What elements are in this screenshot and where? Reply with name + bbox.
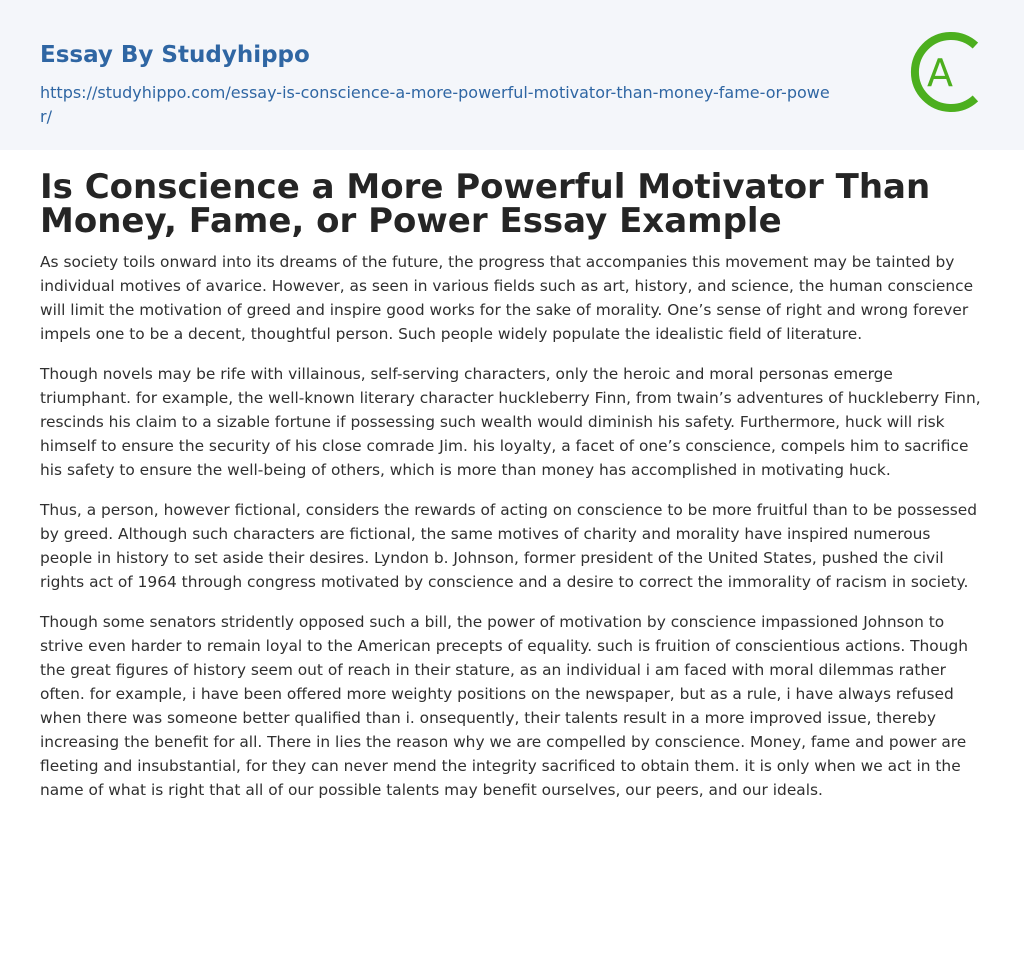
- essay-body: [40, 250, 985, 818]
- studyhippo-logo-icon[interactable]: [902, 28, 988, 116]
- essay-title: Is Conscience a More Powerful Motivator Than Money, Fame, or Power Essay Example: [40, 167, 931, 241]
- essay-paragraph: As society toils onward into its dreams of the future, the progress that accompanies this movement may be tainted by individual motives of avarice. However, as seen in various fields such as art, history, and science, the human conscience will limit the motivation of greed and inspire good works for the sake of morality. One’s sense of right and wrong forever impels one to be a decent, thoughtful person. Such people widely populate the idealistic field of literature.: [40, 253, 974, 343]
- essay-paragraph: Though novels may be rife with villainous, self-serving characters, only the heroic and moral personas emerge triumphant. for example, the well-known literary character huckleberry Finn, from twain’s adventures of huckleberry Finn, rescinds his claim to a sizable fortune if possessing such wealth would diminish his safety. Furthermore, huck will risk himself to ensure the security of his close comrade Jim. his loyalty, a facet of one’s conscience, compels him to sacrifice his safety to ensure the well-being of others, which is more than money has accomplished in motivating huck.: [40, 365, 981, 479]
- essay-paragraph: Though some senators stridently opposed such a bill, the power of motivation by conscience impassioned Johnson to strive even harder to remain loyal to the American precepts of equality. such is fruition of conscientious actions. Though the great figures of history seem out of reach in their stature, as an individual i am faced with moral dilemmas rather often. for example, i have been offered more weighty positions on the newspaper, but as a rule, i have always refused when there was someone better qualified than i. onsequently, their talents result in a more improved issue, thereby increasing the benefit for all. There in lies the reason why we are compelled by conscience. Money, fame and power are fleeting and insubstantial, for they can never mend the integrity sacrificed to obtain them. it is only when we act in the name of what is right that all of our possible talents may benefit ourselves, our peers, and our ideals.: [40, 613, 968, 799]
- source-url-link[interactable]: https://studyhippo.com/essay-is-conscience-a-more-powerful-motivator-than-money-fame-or-power/: [40, 83, 830, 126]
- site-header: [0, 0, 1024, 150]
- essay-paragraph: Thus, a person, however fictional, considers the rewards of acting on conscience to be more fruitful than to be possessed by greed. Although such characters are fictional, the same motives of charity and morality have inspired numerous people in history to set aside their desires. Lyndon b. Johnson, former president of the United States, pushed the civil rights act of 1964 through congress motivated by conscience and a desire to correct the immorality of racism in society.: [40, 501, 978, 591]
- brand-title[interactable]: Essay By Studyhippo: [40, 42, 310, 68]
- logo-letter: A: [927, 51, 953, 95]
